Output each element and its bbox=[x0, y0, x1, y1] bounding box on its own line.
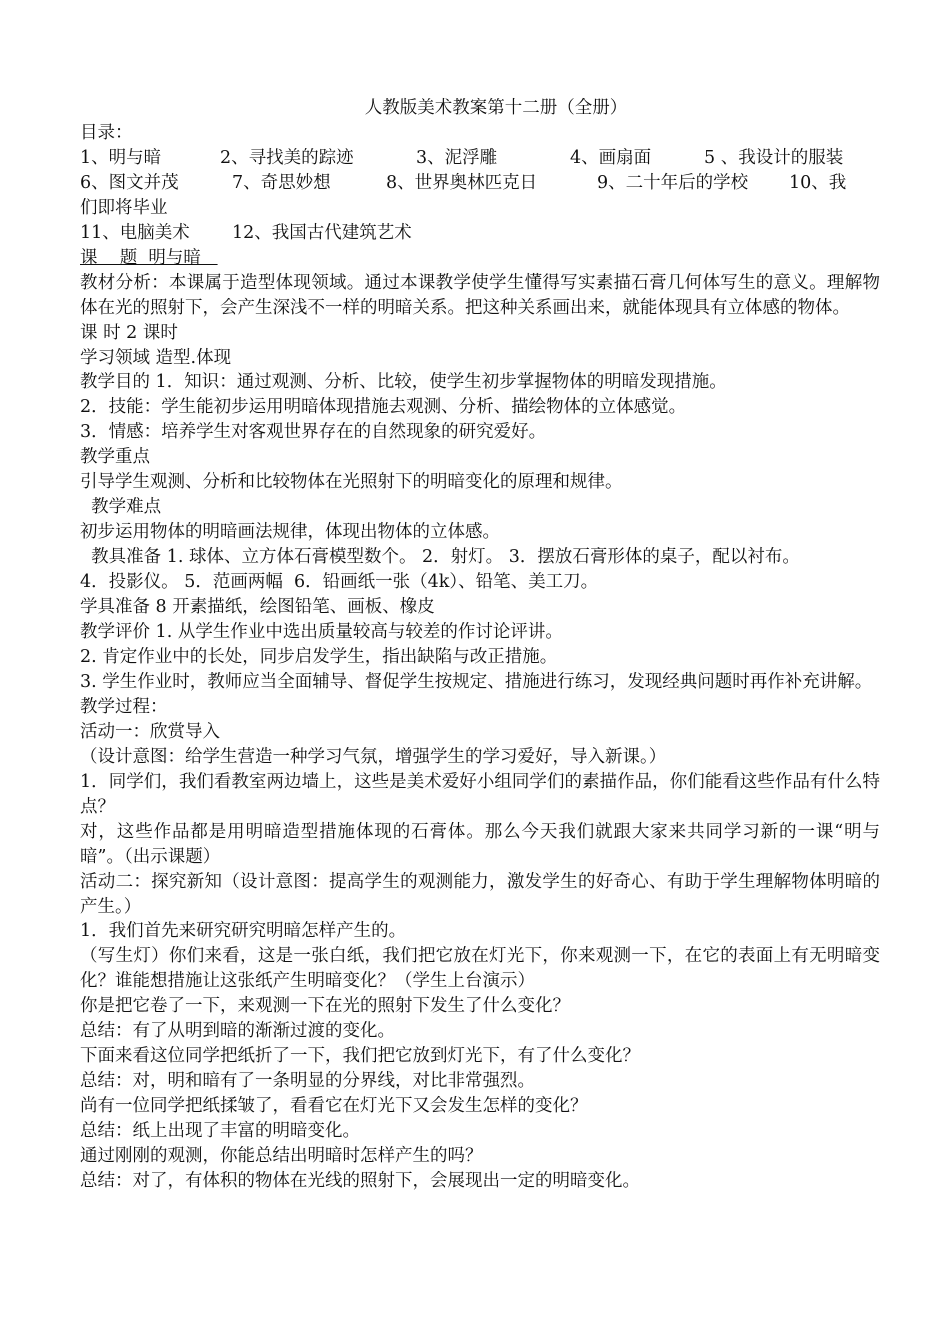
paragraph: 教材分析：本课属于造型体现领域。通过本课教学使学生懂得写实素描石膏几何体写生的意义。理解物体在光的照射下，会产生深浅不一样的明暗关系。把这种关系画出来，就能体现具有立体感的物体。 bbox=[80, 272, 880, 318]
toc-item: 3、泥浮雕 bbox=[416, 147, 498, 168]
toc-item: 2、寻找美的踪迹 bbox=[220, 147, 354, 168]
document-page bbox=[80, 96, 880, 1194]
toc-row-2-continued: 们即将毕业 bbox=[80, 197, 168, 218]
paragraph: 2. 肯定作业中的长处，同步启发学生，指出缺陷与改正措施。 bbox=[80, 646, 558, 667]
toc-row-3 bbox=[80, 221, 880, 246]
paragraph: 教学评价 1. 从学生作业中选出质量较高与较差的作讨论评讲。 bbox=[80, 622, 563, 643]
toc-item: 4、画扇面 bbox=[570, 147, 652, 168]
paragraph: 1．同学们，我们看教室两边墙上，这些是美术爱好小组同学们的素描作品，你们能看这些作品有什么特点？ bbox=[80, 771, 880, 817]
paragraph: （设计意图：给学生营造一种学习气氛，增强学生的学习爱好，导入新课。） bbox=[80, 746, 667, 767]
section-heading: 教学难点 bbox=[80, 497, 162, 518]
paragraph: 3. 学生作业时，教师应当全面辅导、督促学生按规定、措施进行练习，发现经典问题时再作补充讲解。 bbox=[80, 671, 873, 692]
section-heading: 教学过程： bbox=[80, 696, 168, 717]
section-heading: 活动一：欣赏导入 bbox=[80, 721, 220, 742]
toc-item: 11、电脑美术 bbox=[80, 222, 190, 243]
paragraph: 1．我们首先来研究研究明暗怎样产生的。 bbox=[80, 921, 407, 942]
paragraph: 总结：纸上出现了丰富的明暗变化。 bbox=[80, 1121, 360, 1142]
paragraph: 学具准备 8 开素描纸，绘图铅笔、画板、橡皮 bbox=[80, 597, 435, 618]
paragraph: 对，这些作品都是用明暗造型措施体现的石膏体。那么今天我们就跟大家来共同学习新的一课“明与暗”。（出示课题） bbox=[80, 821, 880, 867]
paragraph: 教具准备 1. 球体、立方体石膏模型数个。 2．射灯。 3．摆放石膏形体的桌子，配以衬布。 bbox=[80, 547, 800, 568]
toc-item: 12、我国古代建筑艺术 bbox=[232, 222, 412, 243]
lesson-title: 课 题 明与暗 bbox=[80, 247, 218, 268]
paragraph: （写生灯）你们来看，这是一张白纸，我们把它放在灯光下，你来观测一下，在它的表面上有无明暗变化？谁能想措施让这张纸产生明暗变化？（学生上台演示） bbox=[80, 946, 880, 992]
toc-row-1 bbox=[80, 146, 880, 171]
paragraph: 活动二：探究新知（设计意图：提高学生的观测能力，激发学生的好奇心、有助于学生理解物体明暗的产生。） bbox=[80, 871, 880, 917]
toc-item: 7、奇思妙想 bbox=[232, 172, 331, 193]
paragraph: 2．技能：学生能初步运用明暗体现措施去观测、分析、描绘物体的立体感觉。 bbox=[80, 397, 687, 418]
document-title: 人教版美术教案第十二册（全册） bbox=[364, 98, 628, 118]
toc-item: 9、二十年后的学校 bbox=[597, 172, 749, 193]
paragraph: 总结：对了，有体积的物体在光线的照射下，会展现出一定的明暗变化。 bbox=[80, 1170, 640, 1191]
paragraph: 课 时 2 课时 bbox=[80, 322, 178, 343]
paragraph: 下面来看这位同学把纸折了一下，我们把它放到灯光下，有了什么变化？ bbox=[80, 1046, 640, 1067]
paragraph: 总结：对，明和暗有了一条明显的分界线，对比非常强烈。 bbox=[80, 1071, 535, 1092]
paragraph: 3．情感：培养学生对客观世界存在的自然现象的研究爱好。 bbox=[80, 422, 547, 443]
paragraph: 你是把它卷了一下，来观测一下在光的照射下发生了什么变化？ bbox=[80, 996, 570, 1017]
paragraph: 总结：有了从明到暗的渐渐过渡的变化。 bbox=[80, 1021, 395, 1042]
toc-row-2 bbox=[80, 171, 880, 196]
toc-item: 6、图文并茂 bbox=[80, 172, 179, 193]
paragraph: 教学目的 1．知识：通过观测、分析、比较，使学生初步掌握物体的明暗发现措施。 bbox=[80, 372, 727, 393]
paragraph: 通过刚刚的观测，你能总结出明暗时怎样产生的吗？ bbox=[80, 1146, 483, 1167]
paragraph: 尚有一位同学把纸揉皱了，看看它在灯光下又会发生怎样的变化？ bbox=[80, 1096, 588, 1117]
toc-item: 8、世界奥林匹克日 bbox=[386, 172, 538, 193]
toc-item: 5 、我设计的服装 bbox=[704, 147, 844, 168]
toc-item: 1、明与暗 bbox=[80, 147, 162, 168]
paragraph: 引导学生观测、分析和比较物体在光照射下的明暗变化的原理和规律。 bbox=[80, 472, 623, 493]
toc-label: 目录： bbox=[80, 122, 133, 143]
paragraph: 学习领域 造型.体现 bbox=[80, 347, 232, 368]
paragraph: 4．投影仪。 5．范画两幅 6．铅画纸一张（4k）、铅笔、美工刀。 bbox=[80, 572, 599, 593]
paragraph: 初步运用物体的明暗画法规律，体现出物体的立体感。 bbox=[80, 522, 500, 543]
toc-item: 10、我 bbox=[789, 172, 847, 193]
section-heading: 教学重点 bbox=[80, 447, 150, 468]
